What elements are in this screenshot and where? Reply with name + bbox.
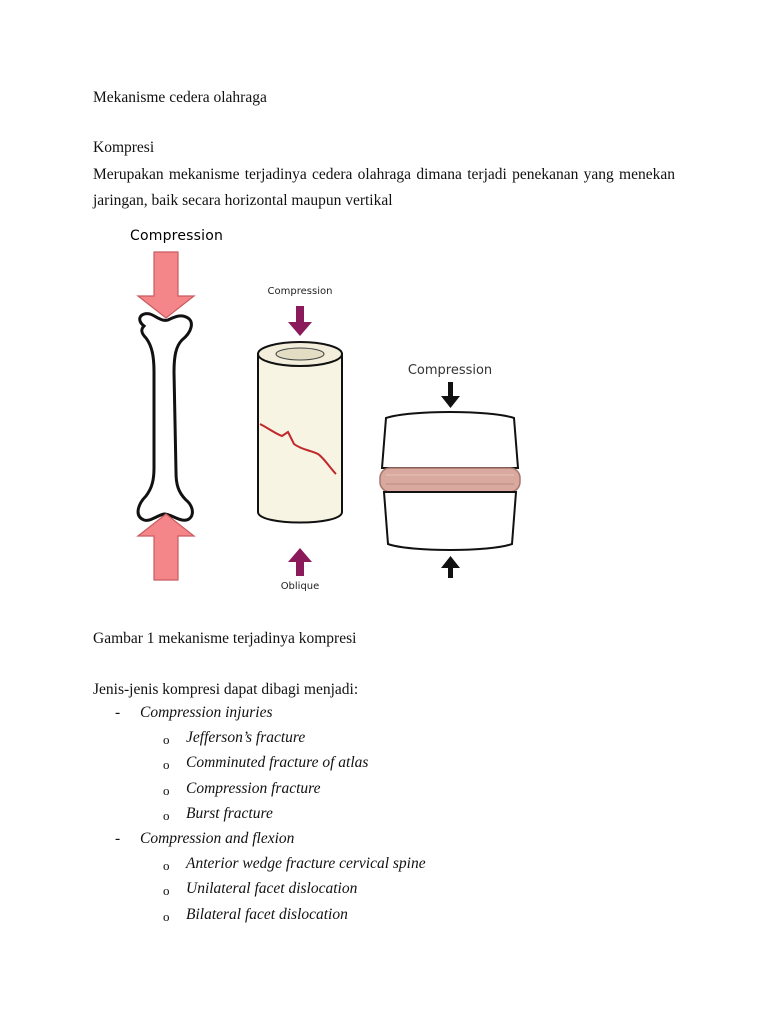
bullet-marker: o: [163, 783, 170, 798]
bullet-marker: o: [163, 858, 170, 873]
purple-up-arrow: [288, 548, 312, 576]
figure-caption: Gambar 1 mekanisme terjadinya kompresi: [93, 630, 357, 647]
bullet-marker: o: [163, 732, 170, 747]
compression-figure: [110, 222, 540, 602]
pink-up-arrow: [138, 514, 194, 580]
group-dash-marker: -: [115, 830, 121, 847]
section-paragraph: Merupakan mekanisme terjadinya cedera olahraga dimana terjadi penekanan yang menekan jaringan, baik secara horizontal maupun vertikal: [93, 166, 675, 209]
bullet-marker: o: [163, 909, 170, 924]
oblique-label: Oblique: [280, 581, 320, 592]
list-item-level1: Compression and flexion: [140, 830, 295, 847]
bullet-marker: o: [163, 883, 170, 898]
list-item-level2: Comminuted fracture of atlas: [186, 754, 369, 771]
vertebra-disc: [380, 412, 520, 550]
cylinder-compression-label: Compression: [267, 286, 333, 297]
list-item-level2: Compression fracture: [186, 780, 321, 797]
group-dash-marker: -: [115, 704, 121, 721]
bullet-marker: o: [163, 757, 170, 772]
list-item-level1: Compression injuries: [140, 704, 273, 721]
list-item-level2: Bilateral facet dislocation: [186, 906, 348, 923]
pink-down-arrow: [138, 252, 194, 318]
black-down-arrow: [441, 382, 460, 408]
list-intro: Jenis-jenis kompresi dapat dibagi menjadi:: [93, 681, 359, 698]
list-item-level2: Unilateral facet dislocation: [186, 880, 358, 897]
section-heading: Kompresi: [93, 139, 155, 156]
list-item-level2: Anterior wedge fracture cervical spine: [186, 855, 426, 872]
list-item-level2: Jefferson’s fracture: [186, 729, 306, 746]
bullet-marker: o: [163, 808, 170, 823]
list-item-level2: Burst fracture: [186, 805, 273, 822]
black-up-arrow: [441, 556, 460, 578]
bone-compression-label: Compression: [130, 228, 224, 244]
bone-shape: [138, 314, 192, 521]
bone-cylinder: [258, 342, 342, 523]
purple-down-arrow: [288, 306, 312, 336]
document-title: Mekanisme cedera olahraga: [93, 89, 267, 106]
disc-compression-label: Compression: [407, 363, 493, 378]
